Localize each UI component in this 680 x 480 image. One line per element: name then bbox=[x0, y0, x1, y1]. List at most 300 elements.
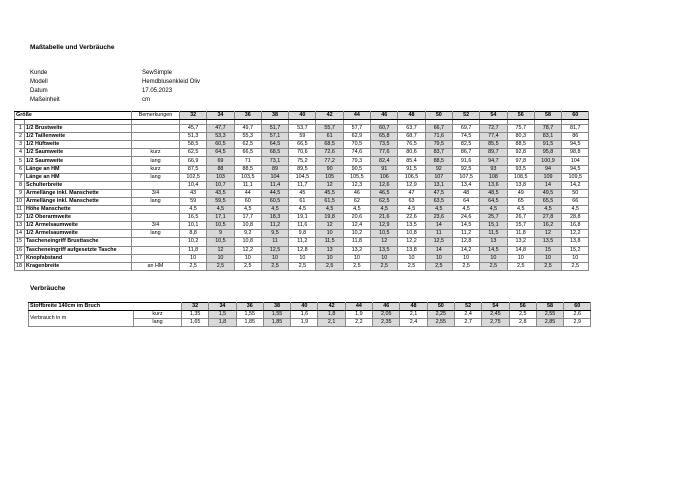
size-header: 60 bbox=[564, 303, 591, 311]
size-header: 38 bbox=[263, 303, 290, 311]
row-note bbox=[132, 206, 180, 214]
row-value: 9,5 bbox=[261, 230, 288, 238]
row-value: 27,8 bbox=[534, 214, 561, 222]
row-value: 104 bbox=[562, 157, 589, 165]
row-value: 106 bbox=[371, 173, 398, 181]
row-value: 55,7 bbox=[316, 125, 343, 133]
row-name: 1/2 Oberarmweite bbox=[25, 214, 132, 222]
row-value: 10 bbox=[425, 254, 452, 262]
usage-header-row bbox=[29, 303, 591, 311]
row-value: 92,5 bbox=[452, 165, 479, 173]
row-value: 2,5 bbox=[480, 262, 507, 270]
row-value: 89,7 bbox=[480, 149, 507, 157]
size-header: 56 bbox=[509, 303, 536, 311]
size-table bbox=[14, 111, 589, 271]
row-value: 74,5 bbox=[452, 133, 479, 141]
meta-value: 17.05.2023 bbox=[142, 88, 173, 94]
row-value: 65,5 bbox=[534, 197, 561, 205]
row-value: 10 bbox=[398, 254, 425, 262]
row-value: 11,8 bbox=[343, 238, 370, 246]
row-number: 1 bbox=[15, 125, 25, 133]
row-number: 14 bbox=[15, 230, 25, 238]
row-value: 11,6 bbox=[289, 222, 316, 230]
row-value: 94 bbox=[534, 165, 561, 173]
row-value: 17,7 bbox=[234, 214, 261, 222]
size-header: 52 bbox=[454, 303, 481, 311]
row-value: 10 bbox=[452, 254, 479, 262]
row-value: 107,5 bbox=[452, 173, 479, 181]
row-value: 90,5 bbox=[343, 165, 370, 173]
row-value: 14 bbox=[534, 181, 561, 189]
row-value: 10,8 bbox=[398, 230, 425, 238]
row-value: 13,1 bbox=[425, 181, 452, 189]
row-value: 10,7 bbox=[207, 181, 234, 189]
row-value: 10 bbox=[534, 254, 561, 262]
usage-value: 2,55 bbox=[536, 311, 563, 319]
row-value: 16,2 bbox=[534, 222, 561, 230]
usage-value: 1,55 bbox=[263, 311, 290, 319]
row-value: 107 bbox=[425, 173, 452, 181]
row-name: 1/2 Hüftweite bbox=[25, 141, 132, 149]
row-note bbox=[132, 141, 180, 149]
table-row bbox=[15, 165, 589, 173]
size-header: 42 bbox=[318, 303, 345, 311]
row-value: 12 bbox=[316, 181, 343, 189]
row-value: 12,9 bbox=[398, 181, 425, 189]
row-value: 79,5 bbox=[425, 141, 452, 149]
row-name: Knopfabstand bbox=[25, 254, 132, 262]
usage-value: 1,85 bbox=[263, 319, 290, 327]
row-value: 18,3 bbox=[261, 214, 288, 222]
row-value: 2,5 bbox=[180, 262, 207, 270]
row-value: 2,5 bbox=[507, 262, 534, 270]
row-value: 10 bbox=[289, 254, 316, 262]
row-value: 91 bbox=[371, 165, 398, 173]
row-value: 17,1 bbox=[207, 214, 234, 222]
size-header: 50 bbox=[427, 303, 454, 311]
usage-note: kurz bbox=[134, 311, 182, 319]
row-value: 64,5 bbox=[261, 141, 288, 149]
size-header: 56 bbox=[507, 112, 534, 120]
row-value: 10,5 bbox=[371, 230, 398, 238]
usage-table bbox=[28, 302, 591, 327]
row-value: 15,1 bbox=[480, 222, 507, 230]
row-note: an HM bbox=[132, 262, 180, 270]
row-value: 46,5 bbox=[371, 189, 398, 197]
row-value: 73,1 bbox=[261, 157, 288, 165]
row-value: 2,5 bbox=[289, 262, 316, 270]
row-number: 5 bbox=[15, 157, 25, 165]
row-value: 70,5 bbox=[343, 141, 370, 149]
row-value: 14 bbox=[425, 222, 452, 230]
row-name: Schulterbreite bbox=[25, 181, 132, 189]
row-value: 89 bbox=[261, 165, 288, 173]
row-value: 57,1 bbox=[261, 133, 288, 141]
row-value: 12,2 bbox=[562, 230, 589, 238]
row-value: 4,5 bbox=[452, 206, 479, 214]
meta-value: cm bbox=[142, 97, 150, 103]
row-value: 49,5 bbox=[534, 189, 561, 197]
row-value: 94,7 bbox=[480, 157, 507, 165]
row-value: 13 bbox=[316, 246, 343, 254]
row-value: 2,5 bbox=[425, 262, 452, 270]
row-value: 80,3 bbox=[507, 133, 534, 141]
row-value: 2,5 bbox=[452, 262, 479, 270]
row-value: 10 bbox=[316, 254, 343, 262]
row-name: 1/2 Ärmelsaumweite bbox=[25, 230, 132, 238]
usage-value: 1,8 bbox=[318, 311, 345, 319]
meta-value: SewSimple bbox=[142, 70, 173, 76]
row-name: Länge an HM bbox=[25, 165, 132, 173]
row-value: 85,4 bbox=[398, 157, 425, 165]
row-note: 3/4 bbox=[132, 189, 180, 197]
row-name: Ärmellänge inkl. Manschette bbox=[25, 197, 132, 205]
row-value: 64,5 bbox=[207, 149, 234, 157]
row-value: 14,2 bbox=[452, 246, 479, 254]
row-value: 93,5 bbox=[507, 165, 534, 173]
row-value: 57,7 bbox=[343, 125, 370, 133]
row-value: 80,6 bbox=[398, 149, 425, 157]
row-value: 60 bbox=[234, 197, 261, 205]
size-header: 54 bbox=[482, 303, 509, 311]
row-note: lang bbox=[132, 173, 180, 181]
row-value: 79,3 bbox=[343, 157, 370, 165]
row-value: 98,8 bbox=[562, 149, 589, 157]
usage-value: 1,9 bbox=[291, 319, 318, 327]
row-value: 12,5 bbox=[261, 246, 288, 254]
size-header: 40 bbox=[291, 303, 318, 311]
size-header: 42 bbox=[316, 112, 343, 120]
row-value: 10 bbox=[316, 230, 343, 238]
size-header: 34 bbox=[209, 303, 236, 311]
row-value: 19,1 bbox=[289, 214, 316, 222]
size-header: 60 bbox=[562, 112, 589, 120]
row-value: 2,5 bbox=[343, 262, 370, 270]
usage-value: 1,65 bbox=[182, 319, 209, 327]
row-value: 44 bbox=[234, 189, 261, 197]
row-note: kurz bbox=[132, 149, 180, 157]
row-value: 28,8 bbox=[562, 214, 589, 222]
row-value: 60,5 bbox=[261, 197, 288, 205]
row-value: 4,5 bbox=[261, 206, 288, 214]
row-value: 78,7 bbox=[534, 125, 561, 133]
row-value: 93 bbox=[480, 165, 507, 173]
row-value: 12,6 bbox=[371, 181, 398, 189]
row-value: 16,8 bbox=[562, 222, 589, 230]
row-value: 43,5 bbox=[207, 189, 234, 197]
row-value: 13,5 bbox=[371, 246, 398, 254]
usage-value: 1,8 bbox=[209, 319, 236, 327]
row-value: 2,5 bbox=[207, 262, 234, 270]
row-value: 11 bbox=[261, 238, 288, 246]
row-value: 77,2 bbox=[316, 157, 343, 165]
size-header: 44 bbox=[343, 112, 370, 120]
row-value: 4,5 bbox=[425, 206, 452, 214]
row-value: 4,5 bbox=[534, 206, 561, 214]
row-value: 11,2 bbox=[452, 230, 479, 238]
row-value: 81,7 bbox=[562, 125, 589, 133]
size-header: 34 bbox=[207, 112, 234, 120]
row-value: 11,5 bbox=[480, 230, 507, 238]
row-value: 11,8 bbox=[507, 230, 534, 238]
row-number: 9 bbox=[15, 189, 25, 197]
row-value: 12,8 bbox=[289, 246, 316, 254]
size-header: 58 bbox=[534, 112, 561, 120]
usage-value: 2,75 bbox=[482, 319, 509, 327]
row-value: 68,5 bbox=[316, 141, 343, 149]
row-value: 63,5 bbox=[425, 197, 452, 205]
row-value: 12,5 bbox=[425, 238, 452, 246]
usage-value: 2,05 bbox=[373, 311, 400, 319]
row-value: 45 bbox=[289, 189, 316, 197]
usage-value: 2,4 bbox=[454, 311, 481, 319]
row-value: 97,8 bbox=[507, 157, 534, 165]
row-value: 48 bbox=[452, 189, 479, 197]
usage-value: 2,85 bbox=[536, 319, 563, 327]
row-value: 10,5 bbox=[207, 222, 234, 230]
usage-value: 2,6 bbox=[564, 311, 591, 319]
row-value: 83,7 bbox=[425, 149, 452, 157]
row-value: 105 bbox=[316, 173, 343, 181]
row-value: 47,7 bbox=[207, 125, 234, 133]
row-number: 2 bbox=[15, 133, 25, 141]
row-value: 13,2 bbox=[507, 238, 534, 246]
row-value: 83,1 bbox=[534, 133, 561, 141]
row-value: 62,5 bbox=[180, 149, 207, 157]
size-header: 52 bbox=[452, 112, 479, 120]
size-header: 46 bbox=[371, 112, 398, 120]
row-value: 2,5 bbox=[261, 262, 288, 270]
row-value: 86,7 bbox=[452, 149, 479, 157]
table-row bbox=[15, 197, 589, 205]
usage-note: lang bbox=[134, 319, 182, 327]
table-row bbox=[15, 246, 589, 254]
row-value: 15 bbox=[534, 246, 561, 254]
row-value: 10 bbox=[180, 254, 207, 262]
row-note bbox=[132, 125, 180, 133]
row-value: 10,8 bbox=[234, 238, 261, 246]
usage-value: 2,1 bbox=[400, 311, 427, 319]
row-value: 88 bbox=[207, 165, 234, 173]
row-number: 13 bbox=[15, 222, 25, 230]
usage-value: 1,85 bbox=[236, 319, 263, 327]
row-value: 10 bbox=[371, 254, 398, 262]
row-value: 12,3 bbox=[343, 181, 370, 189]
row-value: 88,5 bbox=[425, 157, 452, 165]
row-value: 82,5 bbox=[452, 141, 479, 149]
row-value: 10 bbox=[562, 254, 589, 262]
row-value: 11,2 bbox=[261, 222, 288, 230]
row-value: 64 bbox=[452, 197, 479, 205]
row-value: 26,7 bbox=[507, 214, 534, 222]
row-value: 94,5 bbox=[562, 165, 589, 173]
row-value: 74,6 bbox=[343, 149, 370, 157]
row-value: 2,5 bbox=[234, 262, 261, 270]
usage-value: 1,5 bbox=[209, 311, 236, 319]
row-note: lang bbox=[132, 197, 180, 205]
size-header: 38 bbox=[261, 112, 288, 120]
row-value: 94,5 bbox=[562, 141, 589, 149]
row-value: 72,6 bbox=[316, 149, 343, 157]
size-header: 32 bbox=[182, 303, 209, 311]
row-value: 68,5 bbox=[261, 149, 288, 157]
usage-value: 2,1 bbox=[318, 319, 345, 327]
row-value: 4,5 bbox=[234, 206, 261, 214]
usage-row-label: Verbrauch in m bbox=[29, 311, 134, 327]
row-note bbox=[132, 254, 180, 262]
row-value: 13,4 bbox=[452, 181, 479, 189]
row-value: 14 bbox=[425, 246, 452, 254]
row-number: 10 bbox=[15, 197, 25, 205]
row-note bbox=[132, 181, 180, 189]
row-value: 21,6 bbox=[371, 214, 398, 222]
row-value: 86 bbox=[562, 133, 589, 141]
table-row bbox=[15, 222, 589, 230]
size-header: 36 bbox=[236, 303, 263, 311]
row-value: 4,5 bbox=[507, 206, 534, 214]
meta-row bbox=[30, 69, 200, 78]
row-note bbox=[132, 238, 180, 246]
row-value: 59 bbox=[180, 197, 207, 205]
row-name: Tascheneingriff aufgesetzte Tasche bbox=[25, 246, 132, 254]
row-value: 14,5 bbox=[480, 246, 507, 254]
row-value: 91,5 bbox=[398, 165, 425, 173]
row-name: Länge an HM bbox=[25, 173, 132, 181]
row-value: 15,7 bbox=[507, 222, 534, 230]
usage-title: Verbräuche bbox=[30, 285, 66, 292]
row-value: 69,7 bbox=[452, 125, 479, 133]
row-value: 66,9 bbox=[180, 157, 207, 165]
row-value: 91,6 bbox=[452, 157, 479, 165]
size-header: 40 bbox=[289, 112, 316, 120]
row-value: 11,8 bbox=[180, 246, 207, 254]
row-value: 50 bbox=[562, 189, 589, 197]
table-row bbox=[15, 149, 589, 157]
table-row bbox=[15, 133, 589, 141]
row-value: 19,8 bbox=[316, 214, 343, 222]
table-row bbox=[15, 141, 589, 149]
row-value: 103 bbox=[207, 173, 234, 181]
row-note: 3/4 bbox=[132, 222, 180, 230]
row-value: 12,2 bbox=[398, 238, 425, 246]
table-row bbox=[15, 125, 589, 133]
row-value: 53,7 bbox=[289, 125, 316, 133]
row-value: 46 bbox=[343, 189, 370, 197]
row-value: 4,5 bbox=[371, 206, 398, 214]
row-value: 62,5 bbox=[234, 141, 261, 149]
row-value: 2,5 bbox=[371, 262, 398, 270]
row-value: 44,5 bbox=[261, 189, 288, 197]
meta-block bbox=[30, 69, 200, 105]
row-number: 16 bbox=[15, 246, 25, 254]
usage-value: 1,9 bbox=[345, 311, 372, 319]
row-value: 61 bbox=[289, 197, 316, 205]
table-row bbox=[15, 157, 589, 165]
row-note: lang bbox=[132, 230, 180, 238]
meta-row bbox=[30, 87, 200, 96]
row-value: 102,5 bbox=[180, 173, 207, 181]
table-row bbox=[15, 206, 589, 214]
row-value: 66 bbox=[562, 197, 589, 205]
row-value: 11,2 bbox=[289, 238, 316, 246]
row-value: 71 bbox=[234, 157, 261, 165]
row-value: 4,5 bbox=[398, 206, 425, 214]
row-value: 10 bbox=[234, 254, 261, 262]
row-value: 13 bbox=[480, 238, 507, 246]
row-value: 4,5 bbox=[343, 206, 370, 214]
meta-label: Kunde bbox=[30, 70, 48, 76]
row-value: 10,8 bbox=[234, 222, 261, 230]
table-row bbox=[15, 173, 589, 181]
row-value: 92 bbox=[425, 165, 452, 173]
row-value: 68,7 bbox=[398, 133, 425, 141]
row-value: 13,6 bbox=[480, 181, 507, 189]
row-value: 70,6 bbox=[289, 149, 316, 157]
row-value: 12,4 bbox=[343, 222, 370, 230]
row-value: 100,9 bbox=[534, 157, 561, 165]
row-value: 9 bbox=[207, 230, 234, 238]
row-value: 53,3 bbox=[207, 133, 234, 141]
meta-value: Hemdblusenkleid Oliv bbox=[142, 79, 201, 85]
row-value: 106,5 bbox=[398, 173, 425, 181]
usage-value: 2,9 bbox=[564, 319, 591, 327]
row-value: 10,5 bbox=[207, 238, 234, 246]
row-value: 69 bbox=[207, 157, 234, 165]
row-value: 9,2 bbox=[234, 230, 261, 238]
row-value: 11 bbox=[425, 230, 452, 238]
row-value: 51,3 bbox=[180, 133, 207, 141]
row-value: 2,5 bbox=[534, 262, 561, 270]
row-value: 4,5 bbox=[480, 206, 507, 214]
row-value: 71,6 bbox=[425, 133, 452, 141]
row-value: 25,7 bbox=[480, 214, 507, 222]
row-value: 45,5 bbox=[316, 189, 343, 197]
row-name: Höhe Manschette bbox=[25, 206, 132, 214]
row-value: 95,8 bbox=[534, 149, 561, 157]
row-value: 47,5 bbox=[425, 189, 452, 197]
row-value: 82,4 bbox=[371, 157, 398, 165]
row-value: 92,8 bbox=[507, 149, 534, 157]
row-value: 66,5 bbox=[234, 149, 261, 157]
row-value: 109 bbox=[534, 173, 561, 181]
usage-value: 1,35 bbox=[182, 311, 209, 319]
row-name: 1/2 Taillenweite bbox=[25, 133, 132, 141]
row-value: 4,5 bbox=[289, 206, 316, 214]
row-value: 66,5 bbox=[289, 141, 316, 149]
usage-value: 2,5 bbox=[509, 311, 536, 319]
row-number: 12 bbox=[15, 214, 25, 222]
row-number: 15 bbox=[15, 238, 25, 246]
row-value: 108,5 bbox=[507, 173, 534, 181]
row-value: 76,5 bbox=[398, 141, 425, 149]
row-value: 103,5 bbox=[234, 173, 261, 181]
row-value: 62,5 bbox=[371, 197, 398, 205]
row-value: 65 bbox=[507, 197, 534, 205]
row-value: 10 bbox=[480, 254, 507, 262]
row-value: 13,8 bbox=[507, 181, 534, 189]
row-note: lang bbox=[132, 157, 180, 165]
table-row bbox=[15, 262, 589, 270]
row-value: 48,5 bbox=[480, 189, 507, 197]
row-value: 90 bbox=[316, 165, 343, 173]
usage-value: 2,7 bbox=[454, 319, 481, 327]
row-value: 88,5 bbox=[507, 141, 534, 149]
size-header: 48 bbox=[398, 112, 425, 120]
row-note bbox=[132, 214, 180, 222]
row-value: 20,6 bbox=[343, 214, 370, 222]
meta-row bbox=[30, 78, 200, 87]
row-value: 61,5 bbox=[316, 197, 343, 205]
